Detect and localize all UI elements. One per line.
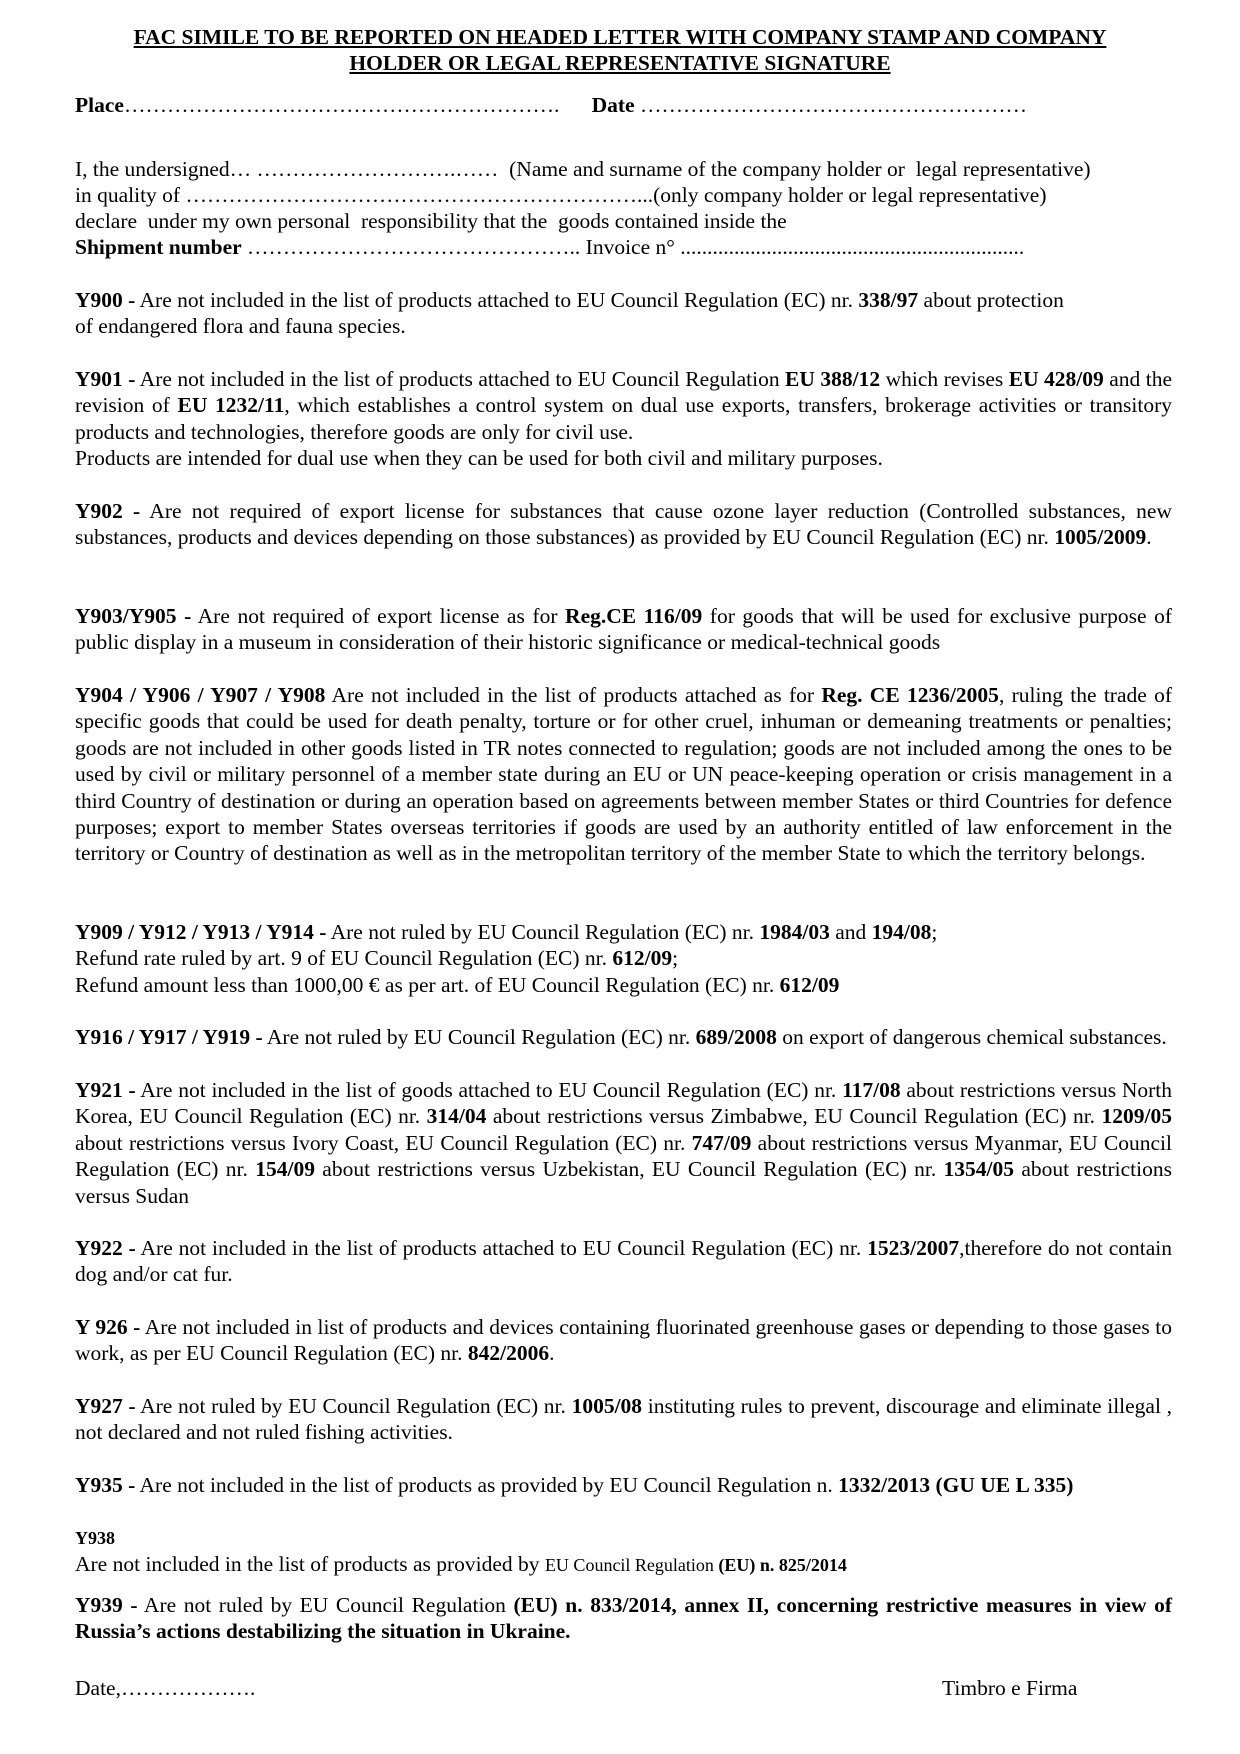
regulation-ref: 612/09 bbox=[779, 972, 840, 997]
shipment-invoice-dots: ……………………………………….. Invoice n° ................................................................ bbox=[241, 235, 1025, 259]
regulation-ref: 612/09 bbox=[612, 946, 673, 971]
clause-y903-y905 bbox=[75, 603, 1172, 656]
regulation-ref: 338/97 bbox=[858, 288, 919, 312]
place-dots: ……………………………………………………. bbox=[123, 93, 560, 117]
clause-y935 bbox=[75, 1472, 1172, 1498]
date-label: Date bbox=[591, 93, 635, 117]
clause-text: about restrictions versus Sudan bbox=[75, 1157, 1172, 1208]
clause-code: Y904 / Y906 / Y907 / Y908 bbox=[75, 683, 326, 707]
clause-code: Y 926 - bbox=[75, 1315, 141, 1339]
clause-text: for goods that will be used for exclusive purpose of public display in a museum in consideration of their historic significance or medical-technical goods bbox=[75, 604, 1172, 655]
regulation-ref: (EU) n. 825/2014 bbox=[718, 1555, 847, 1576]
clause-text: Are not included in the list of products attached to EU Council Regulation (EC) nr. bbox=[135, 1236, 868, 1260]
regulation-ref: 689/2008 bbox=[695, 1025, 777, 1049]
regulation-ref: 1354/05 bbox=[943, 1157, 1015, 1182]
clause-code: Y939 - bbox=[75, 1593, 138, 1617]
clause-y909-y914 bbox=[75, 919, 1172, 998]
clause-text: about protection bbox=[918, 288, 1064, 312]
clause-code: Y922 - bbox=[75, 1236, 136, 1260]
clause-text: and bbox=[829, 920, 872, 944]
regulation-ref: 154/09 bbox=[255, 1157, 315, 1182]
regulation-ref: 1523/2007 bbox=[867, 1236, 960, 1260]
quality-line: in quality of ………………………………………………………...(only company holder or legal representative) bbox=[75, 183, 1047, 207]
clause-code: Y901 - bbox=[75, 367, 136, 391]
clause-text: Are not ruled by EU Council Regulation (EC) nr. bbox=[326, 920, 760, 944]
clause-y902 bbox=[75, 498, 1172, 551]
clause-note: Products are intended for dual use when they can be used for both civil and military purposes. bbox=[75, 446, 883, 471]
title-line-2: HOLDER OR LEGAL REPRESENTATIVE SIGNATURE bbox=[349, 51, 891, 75]
regulation-ref: 1005/08 bbox=[571, 1394, 643, 1418]
clause-text: Are not included in the list of products as provided by bbox=[75, 1552, 545, 1577]
clause-code: Y935 - bbox=[75, 1473, 136, 1497]
clause-text: ; bbox=[931, 920, 938, 944]
clause-text: Are not included in list of products and devices containing fluorinated greenhouse gases or depending to those gases to work, as per EU Council Regulation (EC) nr. bbox=[75, 1315, 1172, 1366]
clause-code: Y938 bbox=[75, 1528, 115, 1548]
clause-text: Refund amount less than 1000,00 € as per art. of EU Council Regulation (EC) nr. bbox=[75, 972, 780, 997]
clause-text: Are not included in the list of products attached to EU Council Regulation (EC) nr. bbox=[135, 288, 859, 312]
clause-code: Y902 - bbox=[75, 499, 141, 523]
regulation-ref: 1005/2009 bbox=[1054, 525, 1147, 550]
clause-y901 bbox=[75, 366, 1172, 472]
clause-text: and the revision of bbox=[75, 367, 1173, 418]
clause-text: instituting rules to prevent, discourage and eliminate illegal , not declared and not ruled fishing activities. bbox=[75, 1394, 1173, 1445]
clause-text: Are not included in the list of products attached as for bbox=[325, 683, 822, 707]
regulation-ref: (EU) n. 833/2014, annex II, concerning restrictive measures in view of Russia’s actions destabilizing the situation in Ukraine. bbox=[75, 1593, 1172, 1644]
declare-line: declare under my own personal responsibility that the goods contained inside the bbox=[75, 209, 787, 233]
clause-text: Are not included in the list of products as provided by EU Council Regulation n. bbox=[135, 1473, 839, 1497]
title-line-1: FAC SIMILE TO BE REPORTED ON HEADED LETTER WITH COMPANY STAMP AND COMPANY bbox=[133, 25, 1107, 49]
clause-text: Refund rate ruled by art. 9 of EU Council Regulation (EC) nr. bbox=[75, 946, 613, 971]
clause-y938 bbox=[75, 1524, 1172, 1579]
regulation-ref: EU 1232/11 bbox=[177, 393, 285, 418]
regulation-ref: Reg. CE 1236/2005 bbox=[821, 683, 999, 707]
clause-text: Are not ruled by EU Council Regulation (EC) nr. bbox=[135, 1394, 572, 1418]
clause-code: Y927 - bbox=[75, 1394, 136, 1418]
stamp-signature-label: Timbro e Firma bbox=[942, 1676, 1078, 1700]
clause-y904-y908 bbox=[75, 682, 1172, 867]
clause-y939 bbox=[75, 1592, 1172, 1645]
clause-text: about restrictions versus North Korea, EU Council Regulation (EC) nr. bbox=[75, 1078, 1172, 1129]
clause-text: about restrictions versus Uzbekistan, EU Council Regulation (EC) nr. bbox=[314, 1157, 944, 1182]
regulation-ref: 117/08 bbox=[842, 1078, 901, 1102]
clause-text: about restrictions versus Myanmar, EU Council Regulation (EC) nr. bbox=[75, 1130, 1172, 1182]
regulation-ref: 314/04 bbox=[426, 1104, 487, 1129]
shipment-line bbox=[75, 234, 1024, 260]
place-date-line bbox=[75, 92, 1027, 118]
clause-code: Y900 - bbox=[75, 288, 136, 312]
clause-text: Are not included in the list of products attached to EU Council Regulation bbox=[135, 367, 786, 391]
regulation-ref: EU 428/09 bbox=[1008, 367, 1104, 391]
clause-text: about restrictions versus Ivory Coast, EU Council Regulation (EC) nr. bbox=[75, 1130, 692, 1155]
clause-text: on export of dangerous chemical substances. bbox=[776, 1025, 1167, 1049]
clause-y927 bbox=[75, 1393, 1172, 1446]
clause-text: , ruling the trade of specific goods that could be used for death penalty, torture or for other cruel, inhuman or demeaning treatments or penalties; goods are not included in other goods listed in TR notes connected to regulation; goods are not included among the ones to be used by civil or military personnel of a member state during an EU or UN peace-keeping operation or crisis management in a third Country of destination or during an operation based on agreements between member States or third Countries for defence purposes; export to member States overseas territories if goods are used by an authority entitled of law enforcement in the territory or Country of destination as well as in the metropolitan territory of the member State to which the territory belongs. bbox=[75, 683, 1172, 866]
clause-code: Y921 - bbox=[75, 1078, 136, 1102]
regulation-ref: EU 388/12 bbox=[785, 367, 881, 391]
shipment-label: Shipment number bbox=[75, 235, 242, 259]
document-title bbox=[60, 24, 1180, 76]
regulation-ref: 842/2006 bbox=[467, 1341, 550, 1366]
regulation-ref: 194/08 bbox=[871, 920, 932, 944]
place-label: Place bbox=[75, 93, 124, 117]
clause-code: Y909 / Y912 / Y913 / Y914 - bbox=[75, 920, 327, 944]
clause-text: , which establishes a control system on dual use exports, transfers, brokerage activities or transitory products and technologies, therefore goods are only for civil use. bbox=[75, 393, 1173, 444]
regulation-ref: 747/09 bbox=[691, 1130, 752, 1155]
clause-y900 bbox=[75, 287, 1172, 340]
clause-text: about restrictions versus Zimbabwe, EU Council Regulation (EC) nr. bbox=[486, 1104, 1102, 1129]
clause-y916-y919 bbox=[75, 1024, 1172, 1050]
clause-y921 bbox=[75, 1077, 1172, 1209]
clause-text: ; bbox=[672, 946, 679, 971]
regulation-ref: 1332/2013 (GU UE L 335) bbox=[838, 1473, 1074, 1497]
clause-text: Are not ruled by EU Council Regulation (EC) nr. bbox=[262, 1025, 696, 1049]
date-dots: ……………………………………………… bbox=[639, 93, 1027, 117]
undersigned-line: I, the undersigned… ……………………….…… (Name and surname of the company holder or legal representative) bbox=[75, 157, 1091, 181]
clause-text: Are not required of export license for substances that cause ozone layer reduction (Controlled substances, new substances, products and devices depending on those substances) as provided by EU Council Regulation (EC) nr. bbox=[75, 499, 1173, 550]
clause-text: of endangered flora and fauna species. bbox=[75, 314, 406, 339]
clause-text: Are not included in the list of goods attached to EU Council Regulation (EC) nr. bbox=[135, 1078, 843, 1102]
clause-code: Y916 / Y917 / Y919 - bbox=[75, 1025, 263, 1049]
regulation-ref: 1984/03 bbox=[759, 920, 830, 944]
clause-code: Y903/Y905 - bbox=[75, 604, 192, 628]
clause-text: . bbox=[1146, 525, 1152, 550]
clause-text: Are not ruled by EU Council Regulation bbox=[137, 1593, 514, 1617]
clause-text: EU Council Regulation bbox=[544, 1555, 719, 1576]
footer-date: Date,………………. bbox=[75, 1676, 256, 1700]
clause-text: Are not required of export license as for bbox=[191, 604, 566, 628]
clause-y926 bbox=[75, 1314, 1172, 1367]
clause-y922 bbox=[75, 1235, 1172, 1288]
regulation-ref: Reg.CE 116/09 bbox=[565, 604, 703, 628]
regulation-ref: 1209/05 bbox=[1101, 1104, 1172, 1129]
clause-text: which revises bbox=[880, 367, 1009, 391]
clause-text: ,therefore do not contain dog and/or cat fur. bbox=[75, 1236, 1172, 1287]
clause-text: . bbox=[549, 1341, 555, 1366]
